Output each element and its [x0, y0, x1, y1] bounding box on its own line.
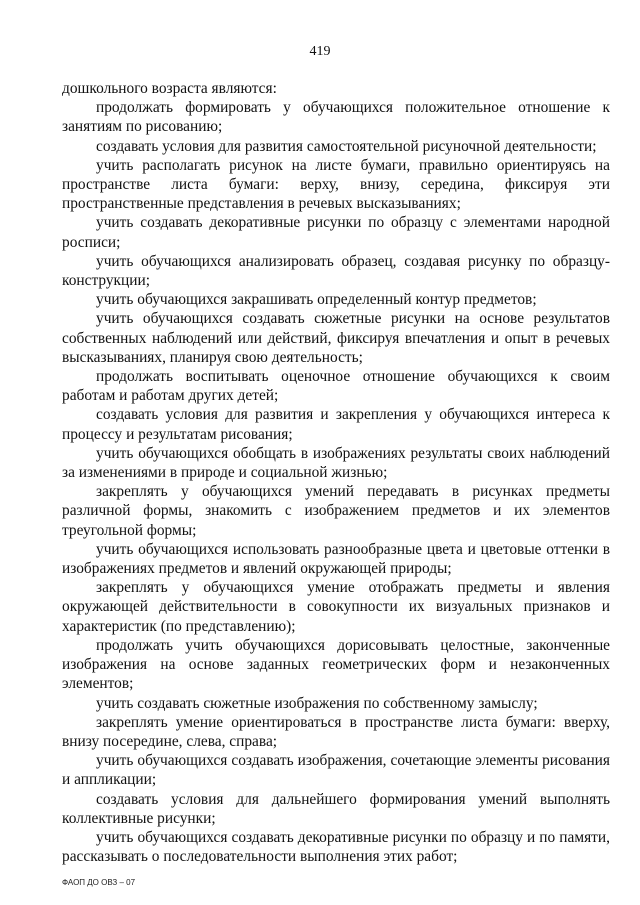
paragraph: продолжать воспитывать оценочное отношение обучающихся к своим работам и работам других детей;	[62, 368, 610, 405]
paragraph: учить обучающихся закрашивать определенный контур предметов;	[96, 291, 537, 309]
document-footer: ФАОП ДО ОВЗ – 07	[62, 878, 136, 887]
paragraph: учить обучающихся использовать разнообразные цвета и цветовые оттенки в изображениях предметов и явлений окружающей природы;	[62, 540, 610, 578]
paragraph: дошкольного возраста являются:	[62, 80, 277, 97]
paragraph: учить обучающихся создавать изображения, сочетающие элементы рисования и аппликации;	[62, 752, 610, 789]
paragraph: продолжать учить обучающихся дорисовывать целостные, законченные изображения на основе заданных геометрических форм и незаконченных элементов;	[62, 636, 610, 693]
paragraph: учить создавать декоративные рисунки по образцу с элементами народной росписи;	[62, 214, 610, 251]
paragraph: учить обучающихся обобщать в изображениях результаты своих наблюдений за изменениями в природе и социальной жизнью;	[62, 444, 610, 482]
paragraph: учить располагать рисунок на листе бумаги, правильно ориентируясь на пространстве листа бумаги: верху, внизу, середина, фиксируя эти пространственные представления в речевых высказываниях;	[62, 156, 610, 213]
page-number: 419	[309, 44, 331, 59]
paragraph: учить обучающихся создавать сюжетные рисунки на основе результатов собственных наблюдений или действий, фиксируя впечатления и опыт в речевых высказываниях, планируя свою деятельность;	[62, 310, 610, 366]
paragraph: создавать условия для развития самостоятельной рисуночной деятельности;	[96, 137, 597, 155]
paragraph: учить обучающихся анализировать образец, создавая рисунку по образцу-конструкции;	[62, 252, 610, 290]
paragraph: продолжать формировать у обучающихся положительное отношение к занятиям по рисованию;	[62, 99, 610, 136]
paragraph: учить создавать сюжетные изображения по собственному замыслу;	[96, 694, 538, 712]
paragraph: создавать условия для дальнейшего формирования умений выполнять коллективные рисунки;	[62, 790, 610, 827]
paragraph: закреплять умение ориентироваться в пространстве листа бумаги: вверху, внизу посередине, слева, справа;	[62, 713, 610, 750]
document-body	[62, 79, 610, 866]
paragraph: закреплять у обучающихся умение отображать предметы и явления окружающей действительности в совокупности их визуальных признаков и характеристик (по представлению);	[62, 579, 610, 635]
paragraph: закреплять у обучающихся умений передавать в рисунках предметы различной формы, знакомить с изображением предметов и их элементов треугольной формы;	[62, 483, 610, 539]
paragraph: создавать условия для развития и закрепления у обучающихся интереса к процессу и результатам рисования;	[62, 406, 610, 443]
paragraph: учить обучающихся создавать декоративные рисунки по образцу и по памяти, рассказывать о последовательности выполнения этих работ;	[62, 828, 610, 866]
